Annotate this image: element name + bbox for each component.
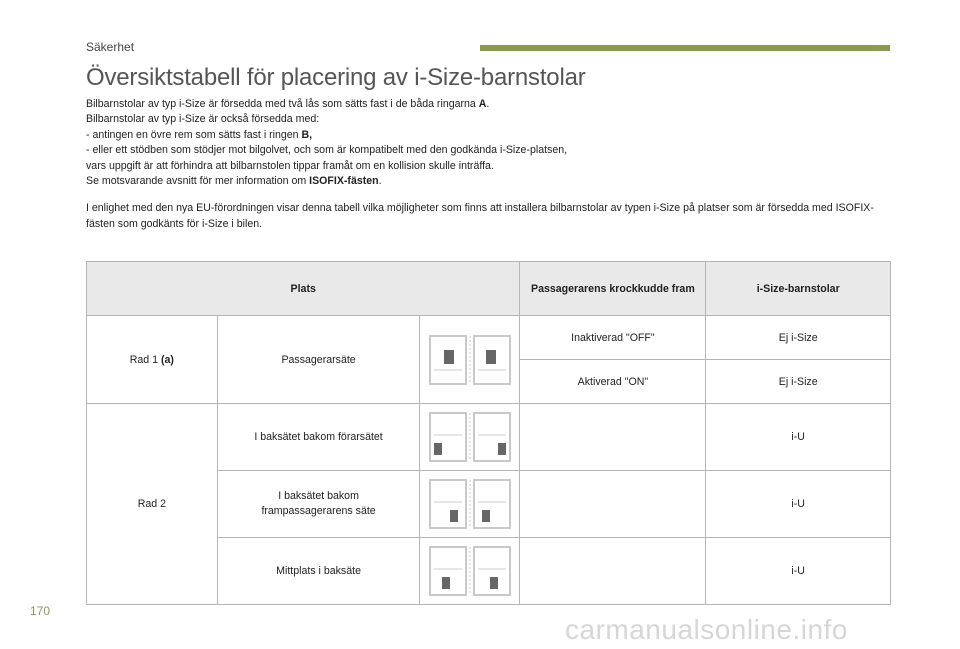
- row2-seat-1-diagram: [420, 404, 520, 471]
- page-number: 170: [30, 604, 51, 618]
- seat-diagram-icon: [428, 411, 512, 463]
- row1-airbag-off: Inaktiverad "OFF": [520, 316, 706, 360]
- ring-a-label: A: [478, 98, 487, 110]
- seat-diagram-icon: [428, 545, 512, 597]
- page-title: Översiktstabell för placering av i-Size-barnstolar: [86, 64, 586, 91]
- row2-seat-2: [217, 471, 420, 538]
- intro-line5: vars uppgift är att förhindra att bilbarnstolen tippar framåt om en kollision skulle inträffa.: [86, 159, 494, 172]
- row2-seat-1: I baksätet bakom förarsätet: [217, 404, 420, 471]
- row2-seat-2-diagram: [420, 471, 520, 538]
- section-bar: [480, 45, 890, 51]
- row1-label: [87, 316, 218, 404]
- isize-table: [86, 261, 891, 605]
- intro-line1-end: .: [486, 98, 490, 110]
- row2-seat-3: Mittplats i baksäte: [217, 538, 420, 605]
- ring-b-label: B,: [301, 128, 313, 141]
- row2-value-2: i-U: [706, 471, 891, 538]
- row2-value-3: i-U: [706, 538, 891, 605]
- intro-text: [86, 97, 896, 232]
- header-airbag: [520, 262, 706, 316]
- intro-line6-end: .: [378, 175, 382, 188]
- header-airbag-text: Passagerarens krockkudde fram: [531, 282, 695, 295]
- row1-seat-diagram: [420, 316, 520, 404]
- intro-line4: - eller ett stödben som stödjer mot bilgolvet, och som är kompatibelt med den godkända i-Size-platsen,: [86, 144, 568, 157]
- intro-line1: Bilbarnstolar av typ i-Size är försedda med två lås som sätts fast i de båda ringarna: [86, 98, 479, 110]
- row2-airbag-3: [520, 538, 706, 605]
- row2-airbag-2: [520, 471, 706, 538]
- row2-seat-2-text: I baksätet bakom frampassagerarens säte: [261, 490, 376, 517]
- section-label: Säkerhet: [86, 40, 135, 54]
- isofix-link[interactable]: ISOFIX-fästen: [309, 175, 379, 188]
- seat-diagram-icon: [428, 478, 512, 530]
- intro-line2: Bilbarnstolar av typ i-Size är också försedda med:: [86, 113, 320, 126]
- seat-diagram-icon: [428, 334, 512, 386]
- row2-label: Rad 2: [87, 404, 218, 605]
- row2-airbag-1: [520, 404, 706, 471]
- row2-value-1: i-U: [706, 404, 891, 471]
- row1-label-text: Rad 1: [129, 353, 161, 366]
- intro-para2: I enlighet med den nya EU-förordningen visar denna tabell vilka möjligheter som finns att installera bilbarnstolar av typen i-Size på platser som är försedda med ISOFIX-fästen som godkänts för i-Size i bilen.: [86, 202, 874, 230]
- header-plats: Plats: [87, 262, 520, 316]
- row1-value-on: Ej i-Size: [706, 360, 891, 404]
- header-isize: i-Size-barnstolar: [706, 262, 891, 316]
- watermark: carmanualsonline.info: [565, 614, 848, 645]
- row2-seat-3-diagram: [420, 538, 520, 605]
- row1-value-off: Ej i-Size: [706, 316, 891, 360]
- row1-airbag-on: Aktiverad "ON": [520, 360, 706, 404]
- row1-note: (a): [160, 353, 174, 366]
- row1-seat: Passagerarsäte: [217, 316, 420, 404]
- intro-line6: Se motsvarande avsnitt för mer information om: [86, 175, 310, 188]
- intro-line3: - antingen en övre rem som sätts fast i ringen: [86, 128, 302, 141]
